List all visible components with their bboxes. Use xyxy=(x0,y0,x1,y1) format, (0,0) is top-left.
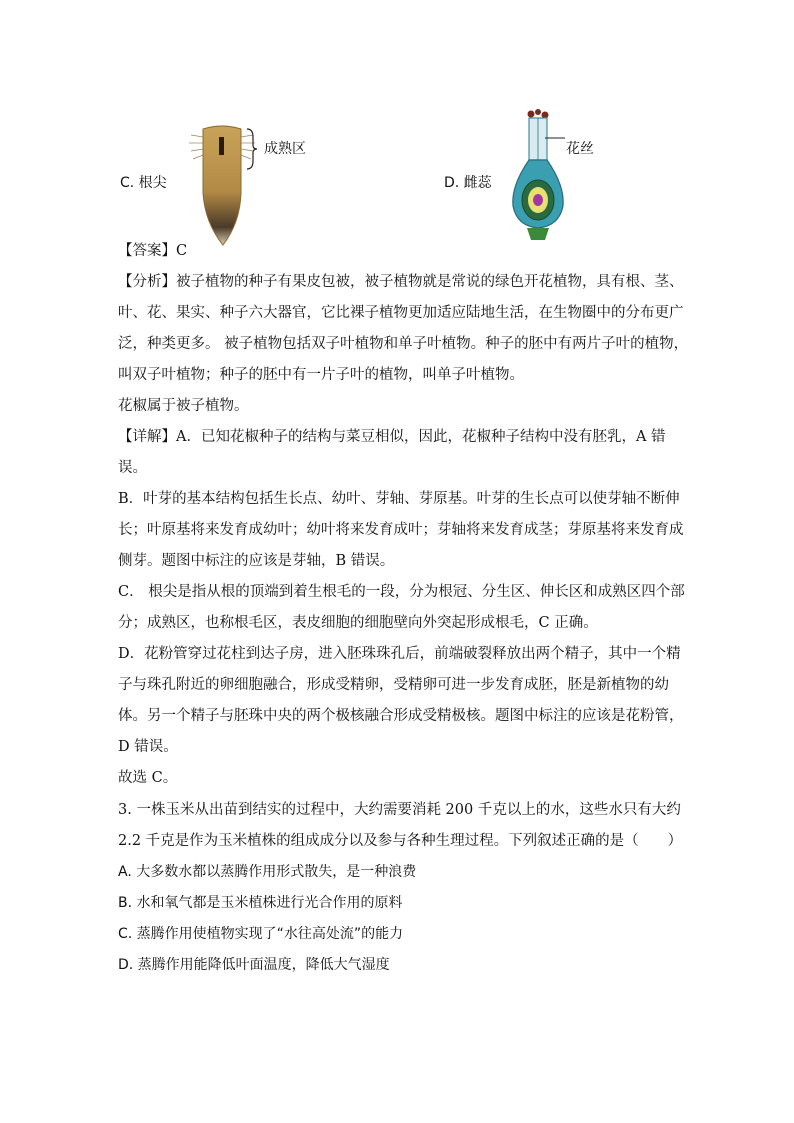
detail-line: D．花粉管穿过花柱到达子房，进入胚珠珠孔后，前端破裂释放出两个精子，其中一个精 xyxy=(118,646,681,662)
analysis-line: 花椒属于被子植物。 xyxy=(118,398,249,414)
detail-line: 【详解】A．已知花椒种子的结构与菜豆相似，因此，花椒种子结构中没有胚乳，A 错 xyxy=(118,429,666,445)
question-stem-line: 2.2 千克是作为玉米植株的组成成分以及参与各种生理过程。下列叙述正确的是（ ） xyxy=(118,833,683,849)
detail-line: 子与珠孔附近的卵细胞融合，形成受精卵，受精卵可进一步发育成胚，胚是新植物的幼 xyxy=(118,677,669,693)
option-b: B. 水和氧气都是玉米植株进行光合作用的原料 xyxy=(118,895,403,911)
option-c-label: C. 根尖 xyxy=(120,175,167,191)
detail-line: 分；成熟区，也称根毛区，表皮细胞的细胞壁向外突起形成根毛，C 正确。 xyxy=(118,615,598,631)
answer-line: 【答案】C xyxy=(118,243,188,259)
option-a: A. 大多数水都以蒸腾作用形式散失，是一种浪费 xyxy=(118,864,417,880)
callout-filament: 花丝 xyxy=(566,141,594,157)
option-d: D. 蒸腾作用能降低叶面温度，降低大气湿度 xyxy=(118,957,390,973)
analysis-line: 叶、花、果实、种子六大器官，它比裸子植物更加适应陆地生活，在生物圈中的分布更广 xyxy=(118,305,684,321)
detail-line: 故选 C。 xyxy=(118,770,178,786)
root-tip-figure xyxy=(185,123,260,248)
detail-line: D 错误。 xyxy=(118,739,178,755)
analysis-line: 叫双子叶植物；种子的胚中有一片子叶的植物，叫单子叶植物。 xyxy=(118,367,524,383)
pistil-figure xyxy=(505,108,570,250)
detail-line: B．叶芽的基本结构包括生长点、幼叶、芽轴、芽原基。叶芽的生长点可以使芽轴不断伸 xyxy=(118,491,680,507)
detail-line: 误。 xyxy=(118,460,147,476)
option-d-label: D. 雌蕊 xyxy=(444,175,492,191)
detail-line: C． 根尖是指从根的顶端到着生根毛的一段，分为根冠、分生区、伸长区和成熟区四个部 xyxy=(118,584,685,600)
detail-line: 体。另一个精子与胚珠中央的两个极核融合形成受精极核。题图中标注的应该是花粉管， xyxy=(118,708,684,724)
detail-line: 侧芽。题图中标注的应该是芽轴，B 错误。 xyxy=(118,553,395,569)
question-stem-line: 3. 一株玉米从出苗到结实的过程中，大约需要消耗 200 千克以上的水，这些水只有大约 xyxy=(118,802,681,818)
callout-mature-zone: 成熟区 xyxy=(264,141,306,157)
analysis-line: 【分析】被子植物的种子有果皮包被，被子植物就是常说的绿色开花植物，具有根、茎、 xyxy=(118,274,684,290)
option-c: C. 蒸腾作用使植物实现了“水往高处流”的能力 xyxy=(118,926,404,942)
analysis-line: 泛，种类更多。 被子植物包括双子叶植物和单子叶植物。种子的胚中有两片子叶的植物， xyxy=(118,336,689,352)
detail-line: 长；叶原基将来发育成幼叶；幼叶将来发育成叶；芽轴将来发育成茎；芽原基将来发育成 xyxy=(118,522,684,538)
